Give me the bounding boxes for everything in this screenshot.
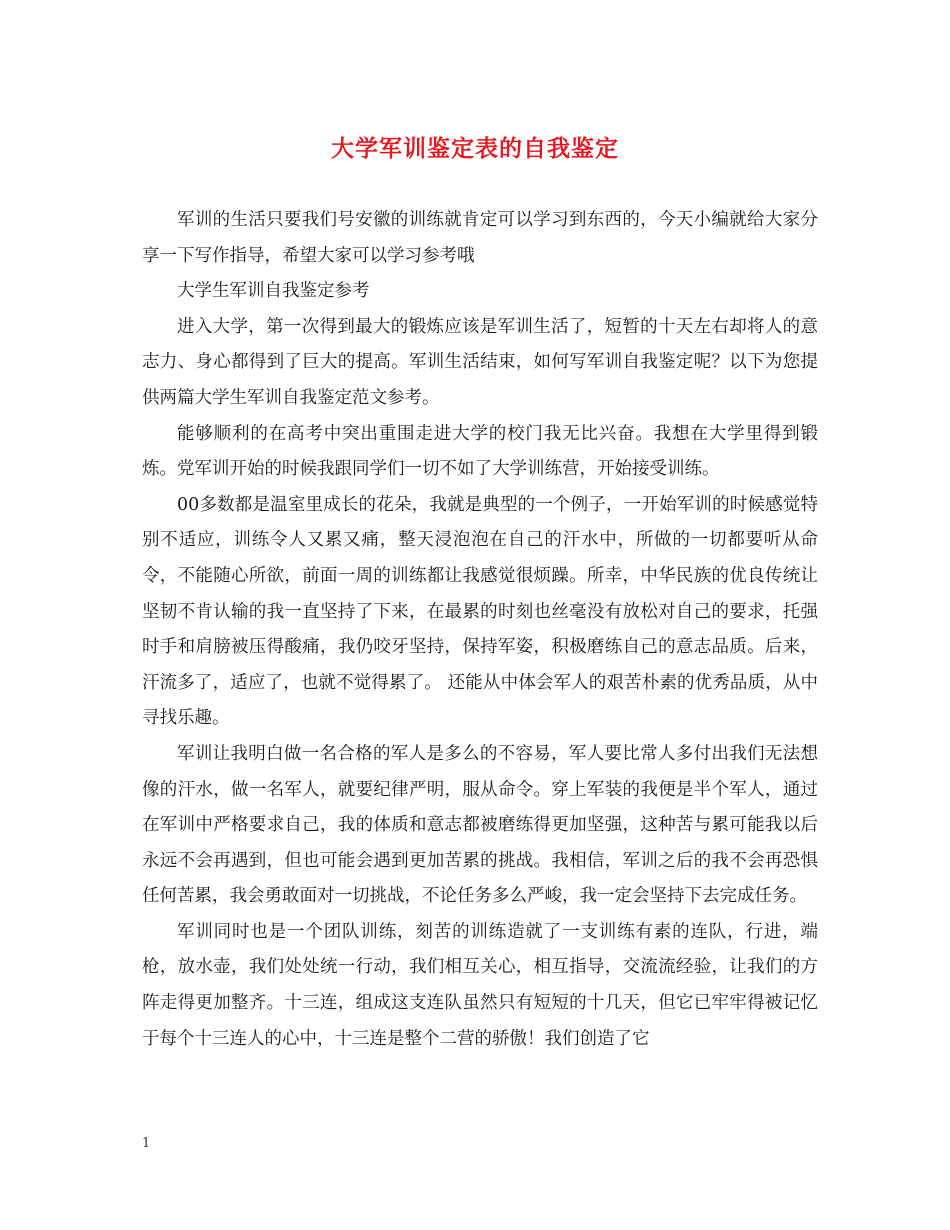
paragraph: 军训让我明白做一名合格的军人是多么的不容易，军人要比常人多付出我们无法想像的汗水，做一名军人，就要纪律严明，服从命令。穿上军装的我便是半个军人，通过在军训中严格要求自己，我的体质和意志都被磨练得更加坚强，这种苦与累可能我以后永远不会再遇到，但也可能会遇到更加苦累的挑战。我相信，军训之后的我不会再恐惧任何苦累，我会勇敢面对一切挑战，不论任务多么严峻，我一定会坚持下去完成任务。	[142, 743, 818, 907]
paragraph: 00多数都是温室里成长的花朵，我就是典型的一个例子，一开始军训的时候感觉特别不适应，训练令人又累又痛，整天浸泡泡在自己的汗水中，所做的一切都要听从命令，不能随心所欲，前面一周的训练都让我感觉很烦躁。所幸，中华民族的优良传统让坚韧不肯认输的我一直坚持了下来，在最累的时刻也丝毫没有放松对自己的要求，托强时手和肩膀被压得酸痛，我仍咬牙坚持，保持军姿，积极磨练自己的意志品质。后来，汗流多了，适应了，也就不觉得累了。 还能从中体会军人的艰苦朴素的优秀品质，从中寻找乐趣。	[142, 494, 818, 729]
paragraph-intro: 军训的生活只要我们号安徽的训练就肯定可以学习到东西的，今天小编就给大家分享一下写作指导，希望大家可以学习参考哦	[142, 210, 818, 266]
paragraph-subheading: 大学生军训自我鉴定参考	[177, 281, 370, 302]
paragraph: 军训同时也是一个团队训练，刻苦的训练造就了一支训练有素的连队，行进，端枪，放水壶，我们处处统一行动，我们相互关心，相互指导，交流流经验，让我们的方阵走得更加整齐。十三连，组成这支连队虽然只有短短的十几天，但它已牢牢得被记忆于每个十三连人的心中，十三连是整个二营的骄傲！我们创造了它	[142, 921, 818, 1049]
paragraph: 能够顺利的在高考中突出重围走进大学的校门我无比兴奋。我想在大学里得到锻炼。党军训开始的时候我跟同学们一切不如了大学训练营，开始接受训练。	[142, 423, 818, 480]
document-body	[142, 203, 818, 1057]
paragraph: 进入大学，第一次得到最大的锻炼应该是军训生活了，短暂的十天左右却将人的意志力、身心都得到了巨大的提高。军训生活结束，如何写军训自我鉴定呢？以下为您提供两篇大学生军训自我鉴定范文参考。	[142, 316, 818, 408]
document-title: 大学军训鉴定表的自我鉴定	[331, 135, 619, 162]
page-number: 1	[142, 1136, 151, 1151]
